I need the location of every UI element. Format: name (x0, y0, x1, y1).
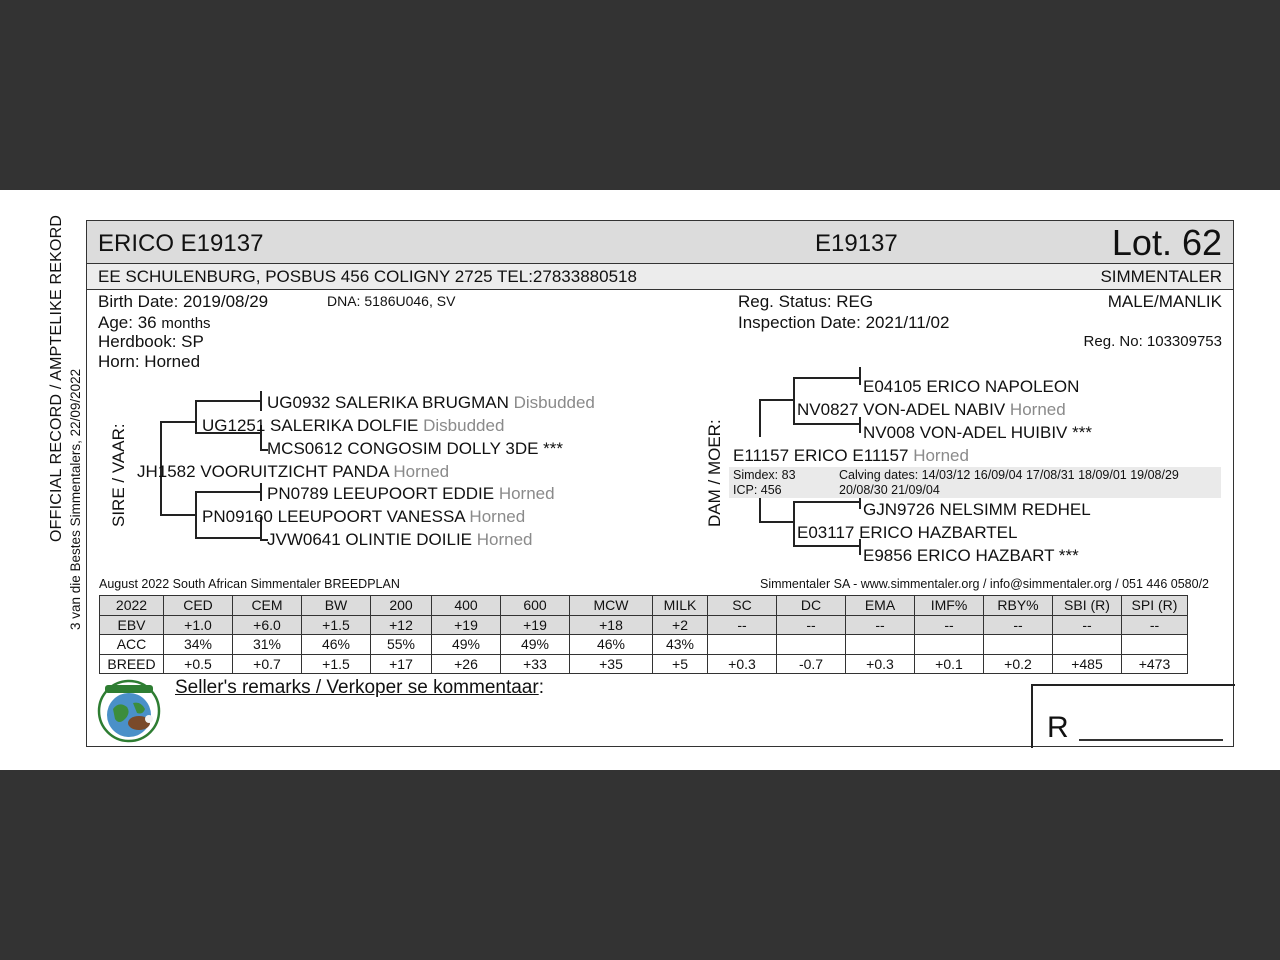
dam-bracket-bottom-h (759, 521, 795, 523)
dam-ggs1-stub (859, 367, 861, 385)
dam-calving-dates: Calving dates: 14/03/12 16/09/04 17/08/31 18/09/01 19/08/29 (839, 468, 1179, 482)
ebv-col-rby: RBY% (984, 596, 1053, 616)
dam-simdex: Simdex: 83 (733, 468, 796, 482)
age-unit: months (161, 315, 211, 332)
owner-bar (87, 264, 1233, 290)
breed-cell: +0.3 (708, 654, 777, 674)
sire-bracket-top (160, 421, 196, 423)
dam-ggs1: E04105 ERICO NAPOLEON (863, 377, 1080, 396)
sire-ggs1: UG0932 SALERIKA BRUGMAN Disbudded (267, 393, 595, 412)
ebv-col-200: 200 (371, 596, 432, 616)
official-record-caption: OFFICIAL RECORD / AMPTELIKE REKORD (48, 214, 65, 542)
dam-name: E11157 ERICO E11157 Horned (733, 446, 969, 465)
seller-remarks (175, 677, 544, 699)
sire-bracket-bottom (160, 514, 196, 516)
dam-gd1: E03117 ERICO HAZBARTEL (797, 523, 1018, 542)
acc-cell (1053, 635, 1122, 655)
ebv-col-dc: DC (777, 596, 846, 616)
price-prefix: R (1047, 711, 1069, 744)
acc-cell (708, 635, 777, 655)
ebv-cell: -- (846, 615, 915, 635)
ebv-cell: -- (1122, 615, 1188, 635)
gd1-bracket-bottom (195, 537, 261, 539)
sire-gs1: UG1251 SALERIKA DOLFIE Disbudded (202, 416, 505, 435)
breed-cell: +0.3 (846, 654, 915, 674)
reg-number: Reg. No: 103309753 (1083, 333, 1222, 350)
ebv-cell: +2 (653, 615, 708, 635)
sire-label: SIRE / VAAR: (109, 423, 128, 527)
ebv-table (99, 595, 1188, 674)
herdbook: Herdbook: SP (98, 332, 204, 351)
dam-gd1-bracket-bottom (793, 545, 861, 547)
ebv-cell: -- (777, 615, 846, 635)
acc-cell: 49% (501, 635, 570, 655)
ebv-col-spi: SPI (R) (1122, 596, 1188, 616)
lot-card (86, 220, 1234, 747)
dam-gd1-bracket (793, 501, 795, 547)
sire-name: JH1582 VOORUITZICHT PANDA Horned (137, 462, 450, 481)
acc-cell: 49% (432, 635, 501, 655)
acc-row (100, 635, 1188, 655)
ebv-col-400: 400 (432, 596, 501, 616)
ebv-cell: +6.0 (233, 615, 302, 635)
price-input-line[interactable] (1079, 739, 1223, 741)
ebv-cell: EBV (100, 615, 164, 635)
acc-cell: ACC (100, 635, 164, 655)
breed-cell: +0.1 (915, 654, 984, 674)
sire-ggs2: PN0789 LEEUPOORT EDDIE Horned (267, 484, 555, 503)
dna-info: DNA: 5186U046, SV (327, 293, 456, 309)
ebv-cell: +1.5 (302, 615, 371, 635)
ebv-col-mcw: MCW (570, 596, 653, 616)
dam-bracket-top (759, 399, 761, 437)
acc-cell: 46% (570, 635, 653, 655)
breed-cell: +0.2 (984, 654, 1053, 674)
gs1-bracket (195, 400, 197, 434)
dam-ggd2: E9856 ERICO HAZBART *** (863, 546, 1079, 565)
breedplan-source: August 2022 South African Simmentaler BREEDPLAN (99, 577, 400, 591)
dam-gs1: NV0827 VON-ADEL NABIV Horned (797, 400, 1066, 419)
breed-cell: BREED (100, 654, 164, 674)
ebv-col-imf: IMF% (915, 596, 984, 616)
acc-cell (915, 635, 984, 655)
title-bar (87, 221, 1233, 264)
ebv-cell: -- (984, 615, 1053, 635)
acc-cell: 34% (164, 635, 233, 655)
acc-cell (777, 635, 846, 655)
breed-cell: +1.5 (302, 654, 371, 674)
breed-cell: +17 (371, 654, 432, 674)
ebv-col-sc: SC (708, 596, 777, 616)
acc-cell: 31% (233, 635, 302, 655)
age-value: Age: 36 (98, 313, 157, 332)
remarks-colon: : (538, 677, 544, 698)
gd1-bracket (195, 491, 197, 539)
ggs2-stub (260, 483, 262, 501)
dam-label: DAM / MOER: (705, 419, 724, 527)
seller-remarks-label: Seller's remarks / Verkoper se kommentaar (175, 677, 539, 698)
ebv-col-ced: CED (164, 596, 233, 616)
ebv-cell: +19 (501, 615, 570, 635)
dam-bracket-top-h (759, 399, 795, 401)
dam-ggs2: GJN9726 NELSIMM REDHEL (863, 500, 1091, 519)
breed-avg-row (100, 654, 1188, 674)
acc-cell: 46% (302, 635, 371, 655)
ebv-col-ema: EMA (846, 596, 915, 616)
sale-caption: 3 van die Bestes Simmentalers, 22/09/2022 (68, 368, 83, 630)
dam-ggd1: NV008 VON-ADEL HUIBIV *** (863, 423, 1092, 442)
breed-cell: +473 (1122, 654, 1188, 674)
price-box-left (1031, 684, 1033, 748)
sire-ggd2: JVW0641 OLINTIE DOILIE Horned (267, 530, 533, 549)
inspection-date: Inspection Date: 2021/11/02 (738, 313, 950, 332)
gd1-bracket-top (195, 491, 261, 493)
horn-status: Horn: Horned (98, 352, 201, 371)
owner-address: EE SCHULENBURG, POSBUS 456 COLIGNY 2725 TEL:27833880518 (98, 267, 637, 286)
ebv-cell: +19 (432, 615, 501, 635)
sire-ggd1: MCS0612 CONGOSIM DOLLY 3DE *** (267, 439, 564, 458)
animal-id: E19137 (815, 230, 898, 257)
ebv-cell: -- (1053, 615, 1122, 635)
breed-cell: +0.7 (233, 654, 302, 674)
acc-cell: 55% (371, 635, 432, 655)
dam-gs1-bracket (793, 377, 795, 425)
reg-status: Reg. Status: REG (738, 292, 874, 311)
sire-gd1: PN09160 LEEUPOORT VANESSA Horned (202, 507, 526, 526)
birth-date: Birth Date: 2019/08/29 (98, 292, 269, 311)
dam-gd1-bracket-top (793, 501, 861, 503)
ebv-cell: -- (708, 615, 777, 635)
lot-number: Lot. 62 (1111, 222, 1222, 263)
dam-icp: ICP: 456 (733, 483, 782, 497)
breed-cell: +33 (501, 654, 570, 674)
dam-gs1-bracket-bottom (793, 423, 861, 425)
breed-cell: +35 (570, 654, 653, 674)
breed-cell: +485 (1053, 654, 1122, 674)
ebv-cell: +12 (371, 615, 432, 635)
acc-cell (984, 635, 1053, 655)
ebv-col-bw: BW (302, 596, 371, 616)
ebv-row (100, 615, 1188, 635)
acc-cell (846, 635, 915, 655)
dam-calving-dates-cont: 20/08/30 21/09/04 (839, 483, 940, 497)
acc-cell: 43% (653, 635, 708, 655)
ebv-cell: -- (915, 615, 984, 635)
ebv-col-year: 2022 (100, 596, 164, 616)
breed-cell: +5 (653, 654, 708, 674)
acc-cell (1122, 635, 1188, 655)
age (98, 313, 211, 333)
sex: MALE/MANLIK (1107, 292, 1222, 311)
dam-gs1-bracket-top (793, 377, 861, 379)
auction-sheet (0, 190, 1280, 770)
society-contact: Simmentaler SA - www.simmentaler.org / info@simmentaler.org / 051 446 0580/2 (759, 577, 1209, 591)
simmentaler-sa-globe-logo-icon (97, 679, 161, 743)
ebv-cell: +1.0 (164, 615, 233, 635)
breed-cell: +26 (432, 654, 501, 674)
breed-name: SIMMENTALER (1100, 267, 1222, 286)
breed-cell: -0.7 (777, 654, 846, 674)
gs1-bracket-top (195, 400, 261, 402)
price-box-top (1031, 684, 1235, 686)
ebv-header-row (100, 596, 1188, 616)
ebv-col-600: 600 (501, 596, 570, 616)
breed-cell: +0.5 (164, 654, 233, 674)
ebv-col-milk: MILK (653, 596, 708, 616)
ebv-col-sbi: SBI (R) (1053, 596, 1122, 616)
ggs1-stub (260, 391, 262, 411)
ebv-col-cem: CEM (233, 596, 302, 616)
animal-name: ERICO E19137 (98, 230, 264, 257)
ebv-cell: +18 (570, 615, 653, 635)
